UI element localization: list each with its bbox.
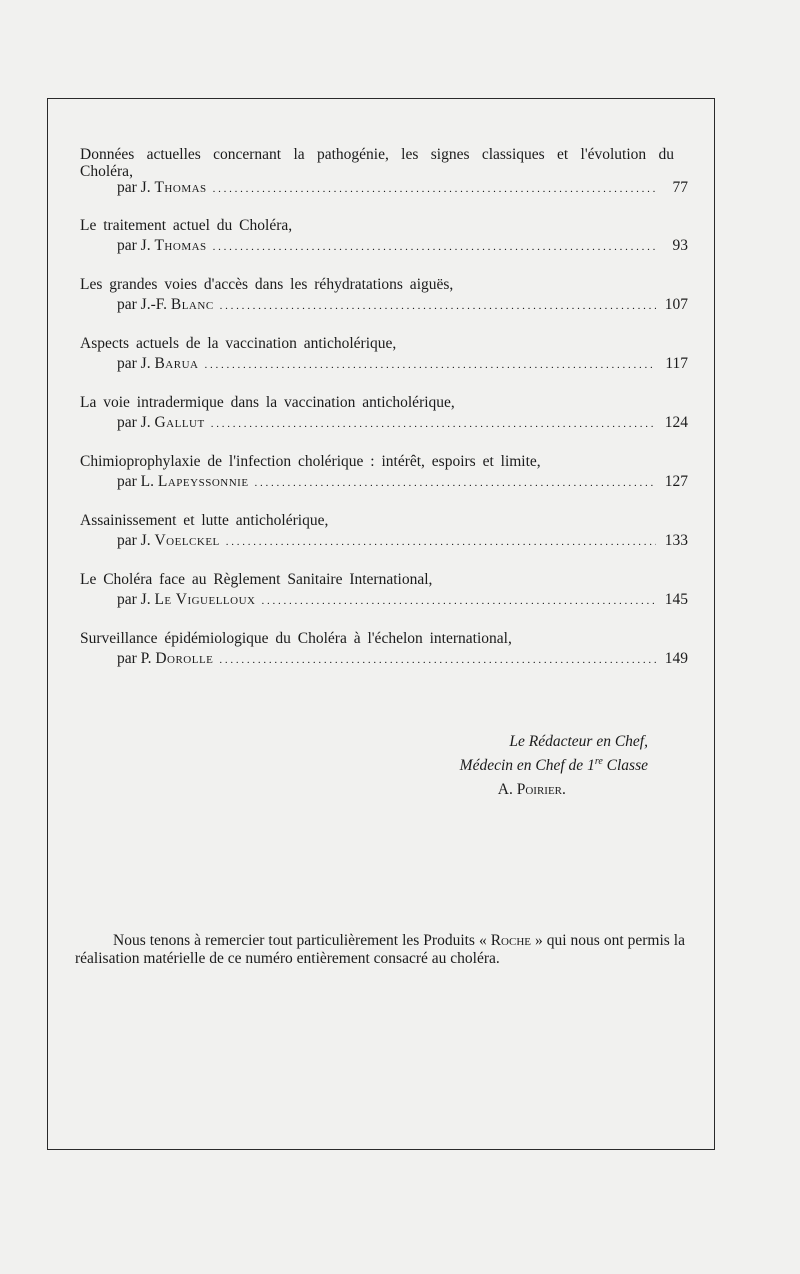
editor-rank-text: Médecin en Chef de 1 [459,757,595,774]
toc-entry-author: Blanc [170,296,214,313]
toc-entry-page: 145 [664,591,688,608]
toc-entry-author: Thomas [154,179,207,196]
toc-entry-author: Le Viguelloux [154,591,256,608]
toc-entry-initials: P. [140,650,152,667]
editor-role: Le Rédacteur en Chef, [509,733,648,750]
toc-entry-prefix: par [117,473,137,490]
dot-leader [213,239,656,256]
toc-entry-prefix: par [117,414,137,431]
toc-entry-author: Thomas [154,237,207,254]
toc-entry-page: 93 [672,237,688,254]
toc-entry-initials: J. [140,591,151,608]
toc-entry-initials: J. [140,179,151,196]
toc-entry-title: Le traitement actuel du Choléra, [80,217,293,234]
editor-rank [460,754,648,778]
acknowledgement-brand: Roche [490,932,531,949]
dot-leader [213,181,656,198]
toc-entry-initials: J.-F. [140,296,167,313]
toc-entry-initials: L. [140,473,155,490]
dot-leader [262,593,657,610]
toc-entry [80,630,688,689]
toc-entry-author: Barua [154,355,199,372]
dot-leader [220,298,656,315]
toc-entry [80,335,688,394]
toc-entry-prefix: par [117,532,137,549]
toc-entry-author: Dorolle [155,650,214,667]
toc-entry-prefix: par [117,179,137,196]
toc-entry-prefix: par [117,650,137,667]
table-of-contents [80,146,688,689]
toc-entry [80,217,688,276]
toc-entry-byline [117,591,688,610]
toc-entry-byline [117,532,688,551]
toc-entry [80,512,688,571]
toc-entry-author: Gallut [154,414,205,431]
toc-entry-page: 107 [664,296,688,313]
acknowledgement-text-end: » qui nous ont permis la réalisation matérielle de ce numéro entièrement consacré au choléra. [75,932,685,967]
toc-entry-initials: J. [140,414,151,431]
toc-entry-title: Surveillance épidémiologique du Choléra à l'échelon international, [80,630,512,647]
acknowledgement-paragraph [75,932,685,968]
toc-entry [80,276,688,335]
toc-entry-byline [117,473,688,492]
toc-entry-page: 127 [664,473,688,490]
toc-entry [80,571,688,630]
dot-leader [219,652,656,669]
dot-leader [226,534,656,551]
toc-entry [80,453,688,512]
toc-entry-page: 77 [672,179,688,196]
toc-entry [80,146,688,217]
dot-leader [255,475,656,492]
toc-entry-page: 149 [664,650,688,667]
editor-signature [460,730,648,802]
toc-entry-prefix: par [117,296,137,313]
toc-entry-page: 124 [664,414,688,431]
toc-entry-prefix: par [117,355,137,372]
editor-rank-superscript: re [594,755,603,767]
toc-entry-byline [117,179,688,198]
toc-entry-byline [117,650,688,669]
toc-entry-page: 133 [664,532,688,549]
toc-entry-byline [117,296,688,315]
toc-entry-initials: J. [140,237,151,254]
toc-entry-prefix: par [117,591,137,608]
toc-entry-byline [117,414,688,433]
toc-entry-initials: J. [140,532,151,549]
toc-entry-byline [117,237,688,256]
toc-entry-author: Lapeyssonnie [157,473,249,490]
toc-entry-page: 117 [665,355,688,372]
toc-entry-title: Données actuelles concernant la pathogénie, les signes classiques et l'évolution du Choléra, [80,146,674,180]
toc-entry-byline [117,355,688,374]
toc-entry-title: La voie intradermique dans la vaccination anticholérique, [80,394,455,411]
toc-entry-title: Assainissement et lutte anticholérique, [80,512,329,529]
toc-entry-initials: J. [140,355,151,372]
toc-entry [80,394,688,453]
editor-rank-class: Classe [602,757,648,774]
toc-entry-title: Aspects actuels de la vaccination anticholérique, [80,335,397,352]
dot-leader [204,357,656,374]
dot-leader [211,416,656,433]
acknowledgement-text-start: Nous tenons à remercier tout particulièrement les Produits « [113,932,491,949]
toc-entry-title: Le Choléra face au Règlement Sanitaire International, [80,571,433,588]
toc-entry-prefix: par [117,237,137,254]
editor-name: A. Poirier. [497,781,566,798]
toc-entry-title: Les grandes voies d'accès dans les réhydratations aiguës, [80,276,454,293]
toc-entry-author: Voelckel [154,532,220,549]
toc-entry-title: Chimioprophylaxie de l'infection cholérique : intérêt, espoirs et limite, [80,453,541,470]
